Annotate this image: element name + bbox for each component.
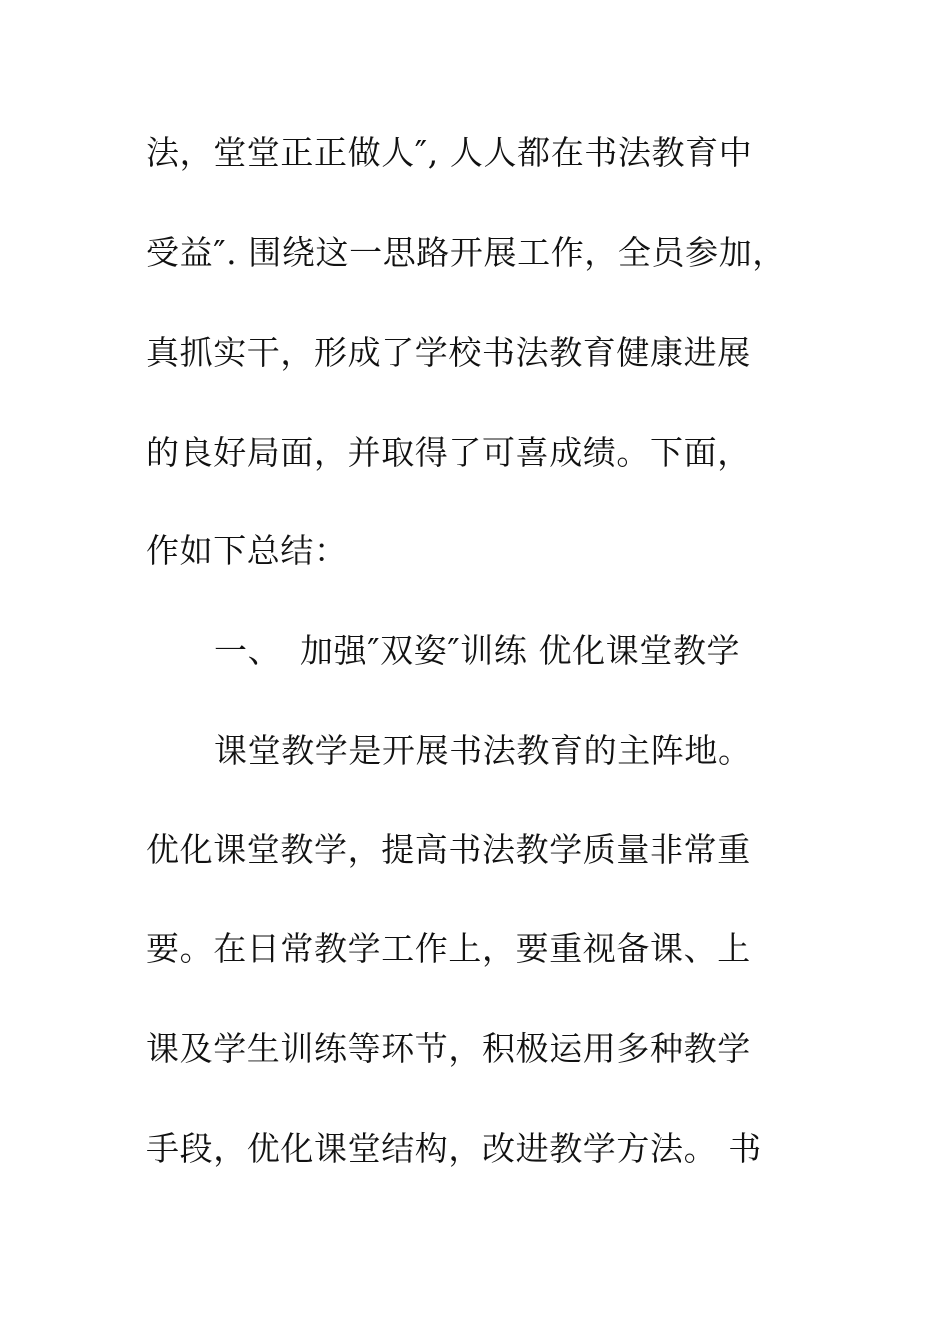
text-line: 要。在日常教学工作上，要重视备课、上 (146, 929, 751, 968)
text-line: 课及学生训练等环节，积极运用多种教学 (146, 1029, 751, 1068)
section-number: 一、 (214, 631, 282, 670)
paragraph-first-line: 课堂教学是开展书法教育的主阵地。 (214, 731, 752, 770)
text-line: 受益″. 围绕这一思路开展工作，全员参加， (146, 233, 786, 272)
text-line: 作如下总结： (146, 531, 348, 570)
section-heading: 加强″双姿″训练 优化课堂教学 (300, 631, 741, 670)
text-line: 手段，优化课堂结构，改进教学方法。 书 (146, 1129, 762, 1168)
text-line: 优化课堂教学，提高书法教学质量非常重 (146, 830, 751, 869)
text-line: 的良好局面，并取得了可喜成绩。下面， (146, 433, 751, 472)
text-line: 真抓实干，形成了学校书法教育健康进展 (146, 333, 751, 372)
text-line: 法，堂堂正正做人″, 人人都在书法教育中 (146, 133, 753, 172)
